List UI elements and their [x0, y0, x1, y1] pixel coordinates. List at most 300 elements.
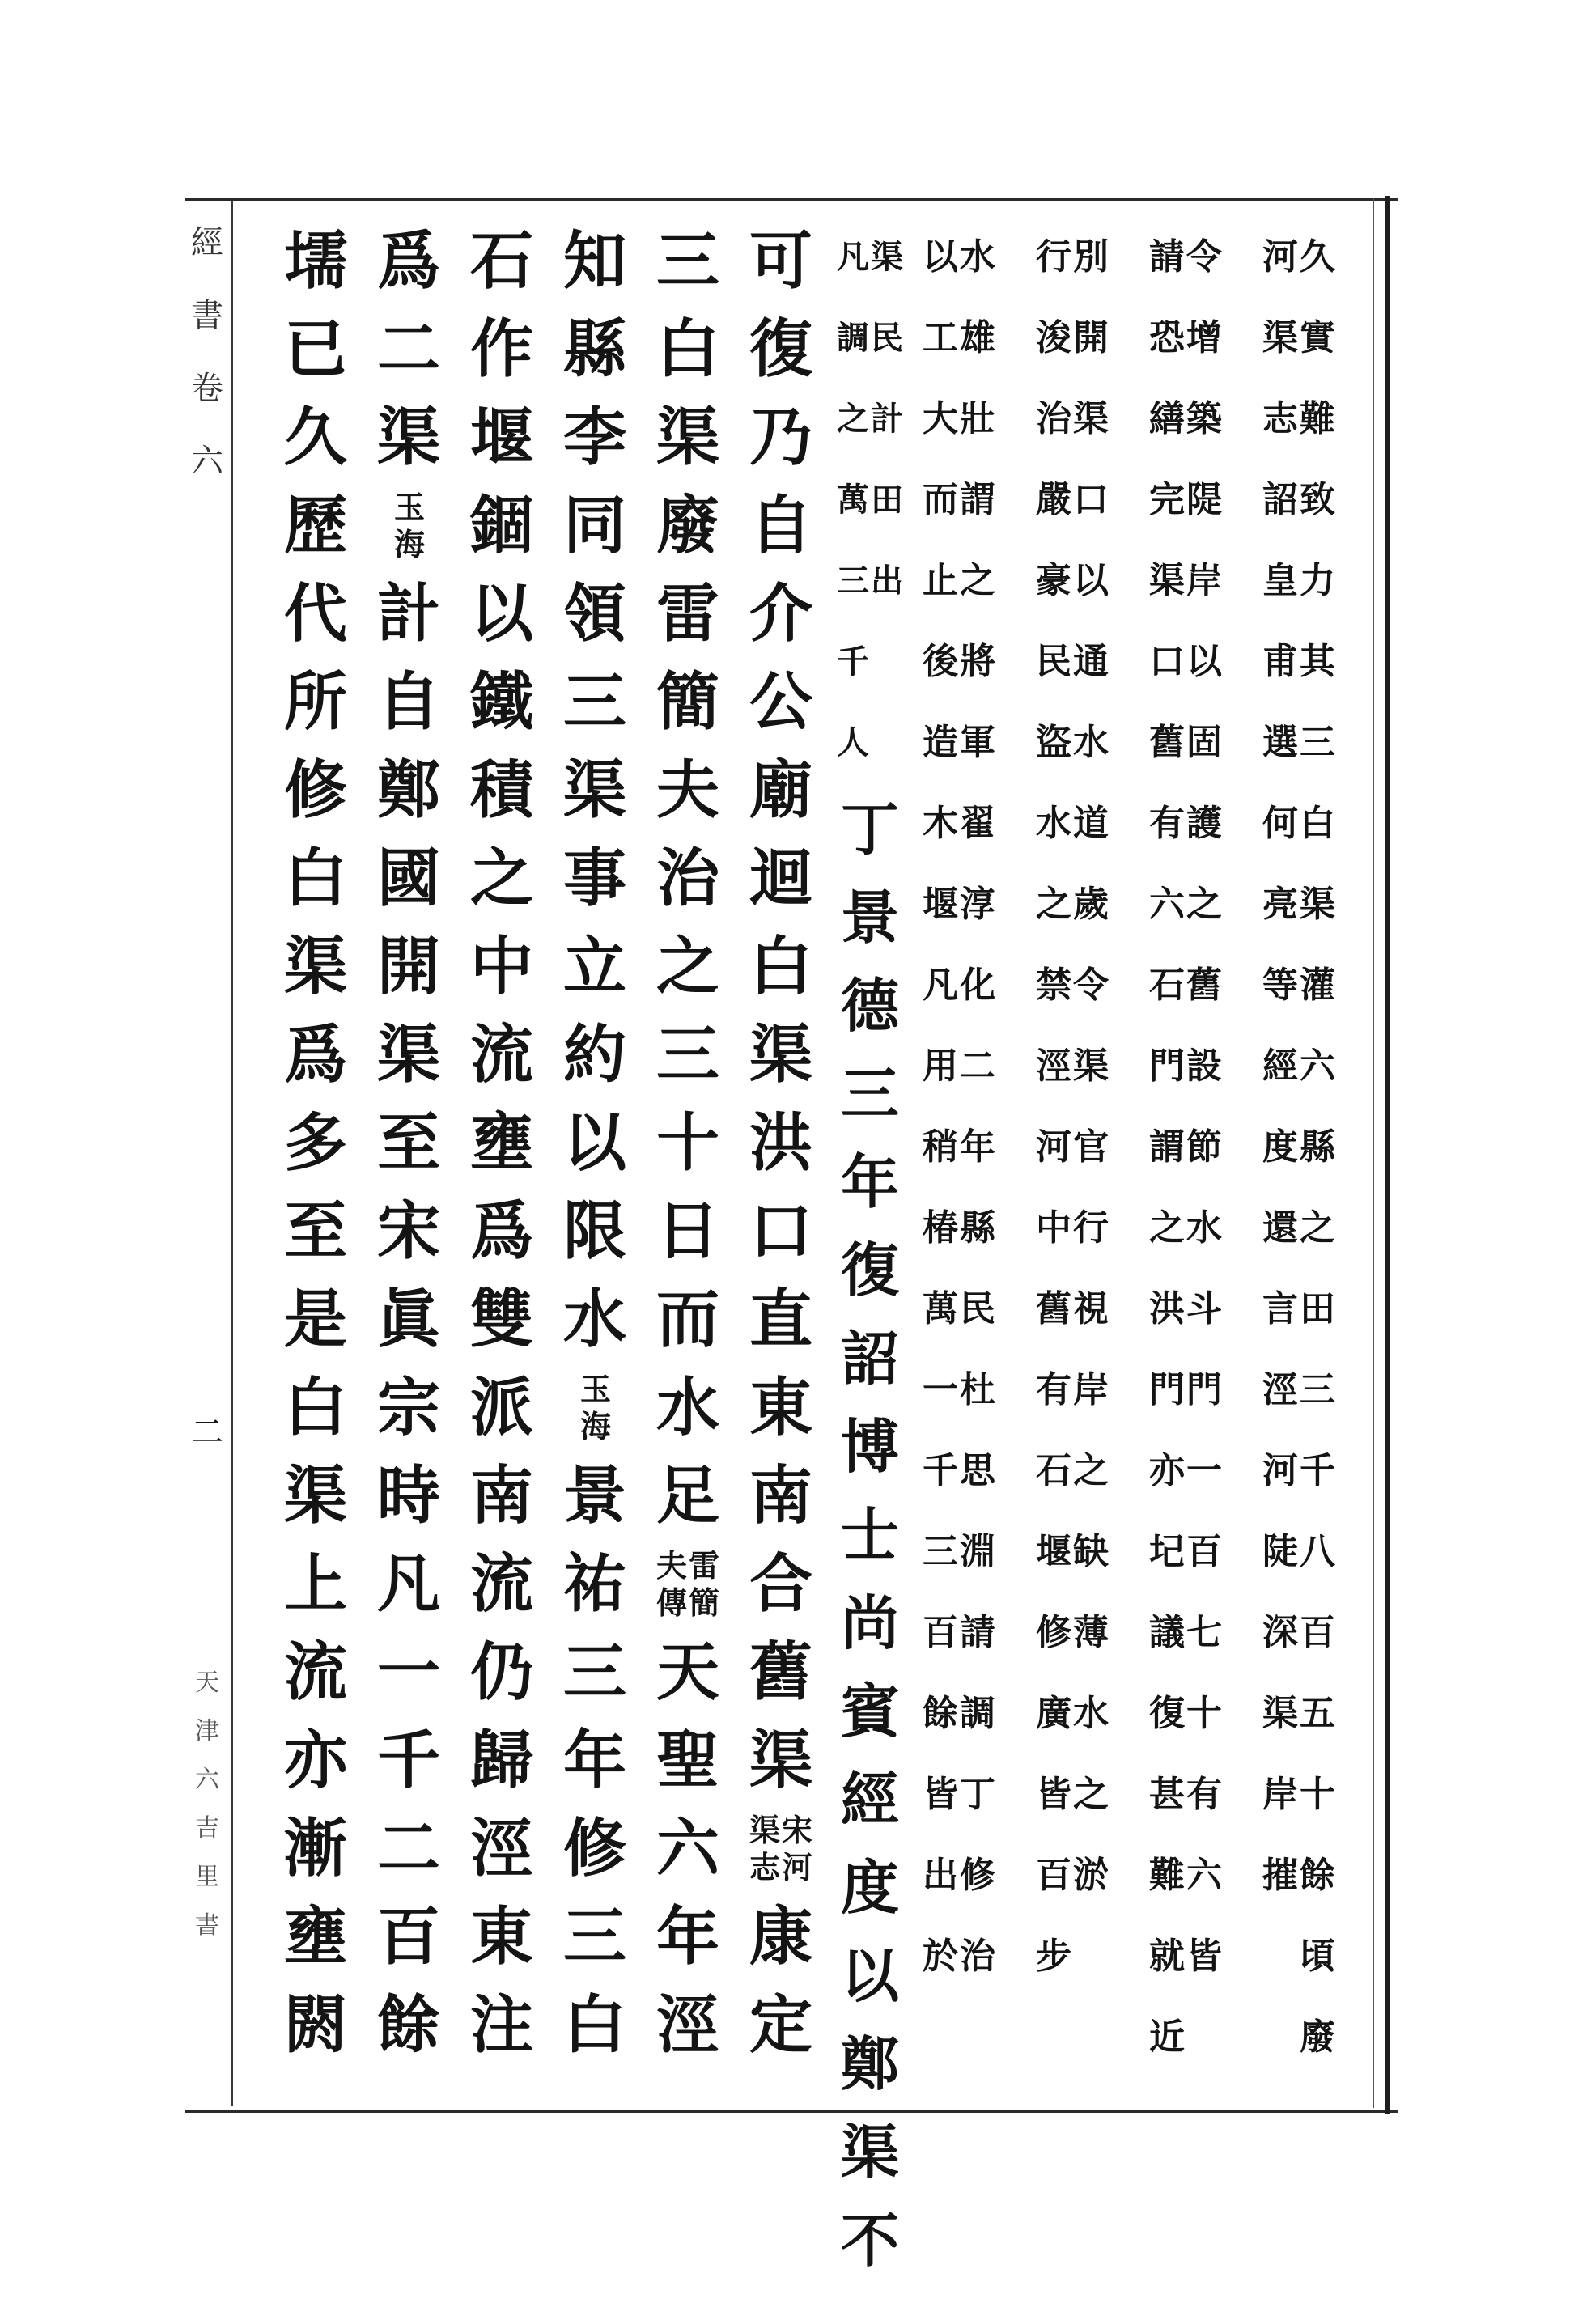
text-char: 渠	[655, 401, 719, 474]
text-char: 調	[960, 1693, 995, 1734]
text-char: 開	[376, 930, 440, 1003]
text-char: 舊	[749, 1635, 812, 1709]
header-char: 卷	[191, 370, 223, 407]
note-right: 宋 河	[782, 1811, 813, 1885]
text-char: 門	[1186, 1369, 1222, 1410]
text-char: 嚴	[1036, 479, 1071, 520]
text-char: 中	[469, 930, 533, 1003]
text-char: 皆	[1186, 1936, 1222, 1977]
text-char: 錮	[469, 489, 533, 562]
text-char: 渠	[562, 753, 626, 827]
text-char: 一	[1186, 1450, 1222, 1491]
text-char: 以	[1186, 641, 1222, 682]
text-char: 亦	[283, 1724, 347, 1797]
text-char: 縣	[960, 1207, 995, 1249]
inline-citation-note	[579, 1363, 611, 1452]
text-char: 廢	[1300, 2017, 1335, 2058]
text-char: 祐	[562, 1547, 626, 1621]
text-char: 百	[1186, 1531, 1222, 1572]
text-char: 深	[1262, 1612, 1298, 1653]
text-char: 田	[1300, 1288, 1335, 1330]
note-right: 雷 簡	[689, 1546, 720, 1621]
text-char: 後	[923, 641, 958, 682]
text-char: 一	[923, 1369, 958, 1410]
text-char: 出	[871, 562, 903, 600]
text-char: 壯	[960, 398, 995, 439]
text-char: 三	[562, 1635, 626, 1709]
text-char: 思	[960, 1450, 995, 1491]
text-char: 渠	[283, 930, 347, 1003]
text-char: 之	[655, 930, 719, 1003]
page-number: 二	[191, 1414, 223, 1451]
text-char: 涇	[1262, 1369, 1298, 1410]
text-char: 百	[923, 1612, 958, 1653]
text-char: 木	[923, 803, 958, 844]
annotation-subcolumn-left	[837, 217, 869, 783]
text-char: 漸	[283, 1812, 347, 1885]
text-char: 注	[469, 1988, 533, 2062]
text-char: 白	[283, 842, 347, 915]
text-char: 上	[283, 1547, 347, 1621]
text-char: 河	[1036, 1126, 1071, 1168]
text-char: 廟	[749, 753, 812, 827]
text-char: 代	[283, 577, 347, 651]
text-char: 至	[283, 1194, 347, 1268]
text-char: 宗	[376, 1371, 440, 1444]
inline-citation-note	[749, 1804, 812, 1893]
text-char: 於	[923, 1936, 958, 1977]
text-char: 口	[749, 1194, 812, 1268]
text-char: 視	[1073, 1288, 1109, 1330]
text-char: 詔	[840, 1324, 899, 1393]
text-char: 之	[1186, 884, 1222, 925]
main-text-column	[267, 217, 364, 2069]
text-char: 近	[1149, 2017, 1185, 2058]
text-char: 壅	[283, 1900, 347, 1974]
text-char: 雷	[655, 577, 719, 651]
text-char: 甫	[1262, 641, 1298, 682]
imprint-char: 吉	[195, 1814, 219, 1843]
text-char: 德	[840, 971, 899, 1040]
text-char: 堰	[469, 401, 533, 474]
text-char: 隄	[1186, 479, 1222, 520]
text-char: 李	[562, 401, 626, 474]
note-left: 夫 傳	[655, 1546, 687, 1621]
imprint-char: 津	[195, 1717, 219, 1745]
text-char: 水	[960, 236, 995, 278]
text-char: 合	[749, 1547, 812, 1621]
text-char: 薄	[1073, 1612, 1109, 1653]
text-char: 渠	[376, 1018, 440, 1092]
text-char: 亦	[1149, 1450, 1185, 1491]
text-char: 皆	[923, 1774, 958, 1815]
text-char: 渠	[840, 2118, 899, 2186]
text-char: 爲	[376, 224, 440, 298]
text-char: 志	[1262, 398, 1298, 439]
text-char: 自	[749, 489, 812, 562]
text-char: 皇	[1262, 560, 1298, 601]
text-char: 壖	[283, 224, 347, 298]
text-char: 翟	[960, 803, 995, 844]
text-char: 道	[1073, 803, 1109, 844]
text-char: 渠	[1262, 317, 1298, 358]
text-char: 流	[469, 1547, 533, 1621]
text-char: 淳	[960, 884, 995, 925]
note-left: 渠 志	[749, 1811, 780, 1885]
text-char: 涇	[469, 1812, 533, 1885]
text-char: 官	[1073, 1126, 1109, 1168]
text-char: 之	[1036, 884, 1071, 925]
text-char: 完	[1149, 479, 1185, 520]
text-char: 口	[1149, 641, 1185, 682]
text-char: 三	[923, 1531, 958, 1572]
text-char: 渠	[1300, 884, 1335, 925]
text-char: 百	[376, 1900, 440, 1974]
text-char: 化	[960, 965, 995, 1006]
text-char: 景	[840, 883, 899, 952]
text-char: 國	[376, 842, 440, 915]
imprint-char: 里	[195, 1863, 219, 1891]
text-char: 作	[469, 312, 533, 386]
text-char: 不	[840, 2206, 899, 2275]
text-char: 河	[1262, 236, 1298, 278]
annotation-subcolumn-left	[1149, 217, 1185, 2078]
text-char: 宋	[376, 1194, 440, 1268]
text-char: 門	[1149, 1369, 1185, 1410]
text-char: 經	[840, 1765, 899, 1834]
text-char: 積	[469, 753, 533, 827]
text-char: 舊	[1186, 965, 1222, 1006]
text-char: 岸	[1186, 560, 1222, 601]
text-char: 石	[1149, 965, 1185, 1006]
inline-citation-note	[656, 1540, 719, 1628]
text-char: 閼	[283, 1988, 347, 2062]
text-char: 河	[1262, 1450, 1298, 1491]
text-char: 中	[1036, 1207, 1071, 1249]
annotation-subcolumn-left	[1262, 217, 1298, 2078]
text-char: 餘	[923, 1693, 958, 1734]
text-char: 日	[655, 1194, 719, 1268]
text-char: 亮	[1262, 884, 1298, 925]
text-char: 摧	[1262, 1855, 1298, 1896]
text-char: 之	[1300, 1207, 1335, 1249]
text-char: 之	[837, 400, 869, 438]
printer-imprint	[189, 1659, 225, 1950]
text-char: 設	[1186, 1045, 1222, 1087]
annotation-subcolumn-right	[960, 217, 995, 1997]
split-column	[813, 217, 927, 2284]
text-char: 尚	[840, 1588, 899, 1657]
imprint-char: 六	[195, 1766, 219, 1794]
text-char: 用	[923, 1045, 958, 1087]
annotation-column-pair	[1129, 217, 1242, 2078]
text-char: 還	[1262, 1207, 1298, 1249]
text-char: 七	[1186, 1612, 1222, 1653]
text-char: 修	[960, 1855, 995, 1896]
text-char: 造	[923, 722, 958, 763]
text-char: 久	[1300, 236, 1335, 278]
text-char: 修	[562, 1812, 626, 1885]
text-char: 堰	[923, 884, 958, 925]
annotation-subcolumn-left	[1036, 217, 1071, 1997]
text-char: 護	[1186, 803, 1222, 844]
text-char: 以	[469, 577, 533, 651]
running-header	[186, 206, 228, 498]
text-char: 流	[283, 1635, 347, 1709]
text-char: 大	[923, 398, 958, 439]
text-char: 力	[1300, 560, 1335, 601]
text-char: 等	[1262, 965, 1298, 1006]
text-char: 十	[1300, 1774, 1335, 1815]
text-char: 選	[1262, 722, 1298, 763]
text-char: 而	[655, 1283, 719, 1356]
annotation-column-pair	[1242, 217, 1356, 2078]
text-char: 六	[1300, 1045, 1335, 1087]
text-char: 賓	[840, 1677, 899, 1745]
text-char: 開	[1073, 317, 1109, 358]
text-char: 灌	[1300, 965, 1335, 1006]
text-char: 皆	[1036, 1774, 1071, 1815]
text-char: 約	[562, 1018, 626, 1092]
text-char: 請	[960, 1612, 995, 1653]
text-char: 白	[562, 1988, 626, 2062]
text-char: 洪	[749, 1106, 812, 1180]
text-char: 多	[283, 1106, 347, 1180]
text-char: 東	[749, 1371, 812, 1444]
text-char: 縣	[1300, 1126, 1335, 1168]
text-char: 十	[1186, 1693, 1222, 1734]
text-char: 渠	[1073, 398, 1109, 439]
text-char: 久	[283, 401, 347, 474]
annotation-column-pair	[1016, 217, 1129, 1997]
text-char: 博	[840, 1412, 899, 1481]
text-char: 缺	[1073, 1531, 1109, 1572]
text-char: 以	[1073, 560, 1109, 601]
text-char: 人	[837, 723, 869, 761]
text-char: 可	[749, 224, 812, 298]
text-char: 歲	[1073, 884, 1109, 925]
text-char: 足	[655, 1459, 719, 1533]
text-char: 六	[1186, 1855, 1222, 1896]
text-char: 千	[1300, 1450, 1335, 1491]
text-char: 百	[1300, 1612, 1335, 1653]
text-char: 稍	[923, 1126, 958, 1168]
text-char: 渠	[1149, 560, 1185, 601]
text-char: 所	[283, 665, 347, 739]
text-char: 鄭	[840, 2029, 899, 2098]
text-char: 調	[837, 319, 869, 357]
text-char: 別	[1073, 236, 1109, 278]
text-char: 直	[749, 1283, 812, 1356]
text-char: 雄	[960, 317, 995, 358]
text-char: 復	[840, 1236, 899, 1304]
text-char: 實	[1300, 317, 1335, 358]
text-char: 口	[1073, 479, 1109, 520]
text-char: 岸	[1262, 1774, 1298, 1815]
text-char: 之	[469, 842, 533, 915]
text-char: 有	[1036, 1369, 1071, 1410]
text-char: 白	[1300, 803, 1335, 844]
text-char: 介	[749, 577, 812, 651]
text-char: 涇	[1036, 1045, 1071, 1087]
text-char: 之	[960, 560, 995, 601]
text-char: 南	[749, 1459, 812, 1533]
text-char: 有	[1149, 803, 1185, 844]
main-text-column	[546, 217, 643, 2069]
text-char: 治	[1036, 398, 1071, 439]
text-char: 千	[837, 642, 869, 681]
text-char: 夫	[655, 753, 719, 827]
text-char: 水	[1073, 1693, 1109, 1734]
text-char: 白	[283, 1371, 347, 1444]
text-char: 景	[562, 1459, 626, 1533]
text-char: 盜	[1036, 722, 1071, 763]
text-char: 六	[655, 1812, 719, 1885]
text-char: 渠	[376, 401, 440, 474]
text-char: 二	[960, 1045, 995, 1087]
text-char: 舊	[1149, 722, 1185, 763]
text-char: 難	[1300, 398, 1335, 439]
text-char: 復	[749, 312, 812, 386]
annotation-subcolumn-right	[871, 217, 903, 783]
text-char: 至	[376, 1106, 440, 1180]
text-char: 甚	[1149, 1774, 1185, 1815]
text-char: 出	[923, 1855, 958, 1896]
text-char: 知	[562, 224, 626, 298]
text-char: 康	[749, 1900, 812, 1974]
text-char: 白	[655, 312, 719, 386]
text-char: 浚	[1036, 317, 1071, 358]
text-char: 渠	[1262, 1693, 1298, 1734]
text-char: 難	[1149, 1855, 1185, 1896]
text-char: 凡	[376, 1547, 440, 1621]
text-char: 何	[1262, 803, 1298, 844]
text-char: 固	[1186, 722, 1222, 763]
text-char: 二	[376, 312, 440, 386]
text-char: 將	[960, 641, 995, 682]
text-char: 修	[283, 753, 347, 827]
text-char: 計	[871, 400, 903, 438]
text-char: 是	[283, 1283, 347, 1356]
text-char: 流	[469, 1018, 533, 1092]
text-char: 三	[1300, 1369, 1335, 1410]
text-char: 門	[1149, 1045, 1185, 1087]
text-char: 簡	[655, 665, 719, 739]
imprint-char: 天	[195, 1669, 219, 1697]
text-char: 八	[1300, 1531, 1335, 1572]
text-char: 年	[655, 1900, 719, 1974]
text-char: 歷	[283, 489, 347, 562]
text-char: 言	[1262, 1288, 1298, 1330]
text-char: 雙	[469, 1283, 533, 1356]
text-char: 以	[562, 1106, 626, 1180]
text-char: 度	[840, 1853, 899, 1922]
text-char: 有	[1186, 1774, 1222, 1815]
text-char: 請	[1149, 236, 1185, 278]
text-char: 步	[1036, 1936, 1071, 1977]
text-char: 禁	[1036, 965, 1071, 1006]
text-char: 杜	[960, 1369, 995, 1410]
text-char: 三	[1300, 722, 1335, 763]
text-char: 立	[562, 930, 626, 1003]
text-char: 以	[840, 1941, 899, 2010]
text-char: 三	[562, 1900, 626, 1974]
text-char: 丁	[960, 1774, 995, 1815]
text-char: 治	[655, 842, 719, 915]
text-char: 聖	[655, 1724, 719, 1797]
main-text-column	[453, 217, 550, 2069]
text-char: 之	[1073, 1774, 1109, 1815]
text-char: 水	[655, 1371, 719, 1444]
text-char: 止	[923, 560, 958, 601]
text-char: 頃	[1300, 1936, 1335, 1977]
text-char: 詔	[1262, 479, 1298, 520]
header-char: 六	[191, 443, 223, 480]
text-char: 年	[960, 1126, 995, 1168]
text-char: 鄭	[376, 753, 440, 827]
text-char: 天	[655, 1635, 719, 1709]
main-text-column	[639, 217, 736, 2069]
text-char: 計	[376, 577, 440, 651]
text-char: 致	[1300, 479, 1335, 520]
right-border-rule	[1385, 196, 1390, 2114]
text-char: 陡	[1262, 1531, 1298, 1572]
text-char: 千	[923, 1450, 958, 1491]
text-char: 仍	[469, 1635, 533, 1709]
text-char: 領	[562, 577, 626, 651]
text-char: 經	[1262, 1045, 1298, 1087]
text-char: 六	[1149, 884, 1185, 925]
text-char: 行	[1073, 1207, 1109, 1249]
annotation-subcolumn-right	[1186, 217, 1222, 2078]
inline-citation-note	[392, 481, 425, 570]
main-text-column	[732, 217, 829, 2069]
text-char: 就	[1149, 1936, 1185, 1977]
right-inner-rule	[1373, 198, 1374, 2108]
text-char: 度	[1262, 1126, 1298, 1168]
header-char: 書	[191, 297, 223, 334]
text-char: 謂	[960, 479, 995, 520]
header-char: 經	[191, 224, 223, 261]
imprint-char: 書	[195, 1911, 219, 1940]
text-char: 增	[1186, 317, 1222, 358]
text-char: 自	[376, 665, 440, 739]
text-char: 民	[871, 319, 903, 357]
text-char: 築	[1186, 398, 1222, 439]
text-char: 千	[376, 1724, 440, 1797]
text-char: 行	[1036, 236, 1071, 278]
annotation-subcolumn-left	[923, 217, 958, 1997]
main-text-run	[813, 785, 927, 2284]
text-char: 定	[749, 1988, 812, 2062]
text-char: 修	[1036, 1612, 1071, 1653]
text-char: 公	[749, 665, 812, 739]
text-char: 東	[469, 1900, 533, 1974]
text-char: 斗	[1186, 1288, 1222, 1330]
text-char: 民	[1036, 641, 1071, 682]
text-char: 已	[283, 312, 347, 386]
text-char: 石	[469, 224, 533, 298]
text-char: 縣	[562, 312, 626, 386]
text-char: 三	[840, 1059, 899, 1128]
text-char: 白	[749, 930, 812, 1003]
text-char: 士	[840, 1500, 899, 1569]
text-char: 令	[1186, 236, 1222, 278]
text-char: 岸	[1073, 1369, 1109, 1410]
text-char: 節	[1186, 1126, 1222, 1168]
text-char: 三	[562, 665, 626, 739]
text-char: 渠	[871, 238, 903, 276]
